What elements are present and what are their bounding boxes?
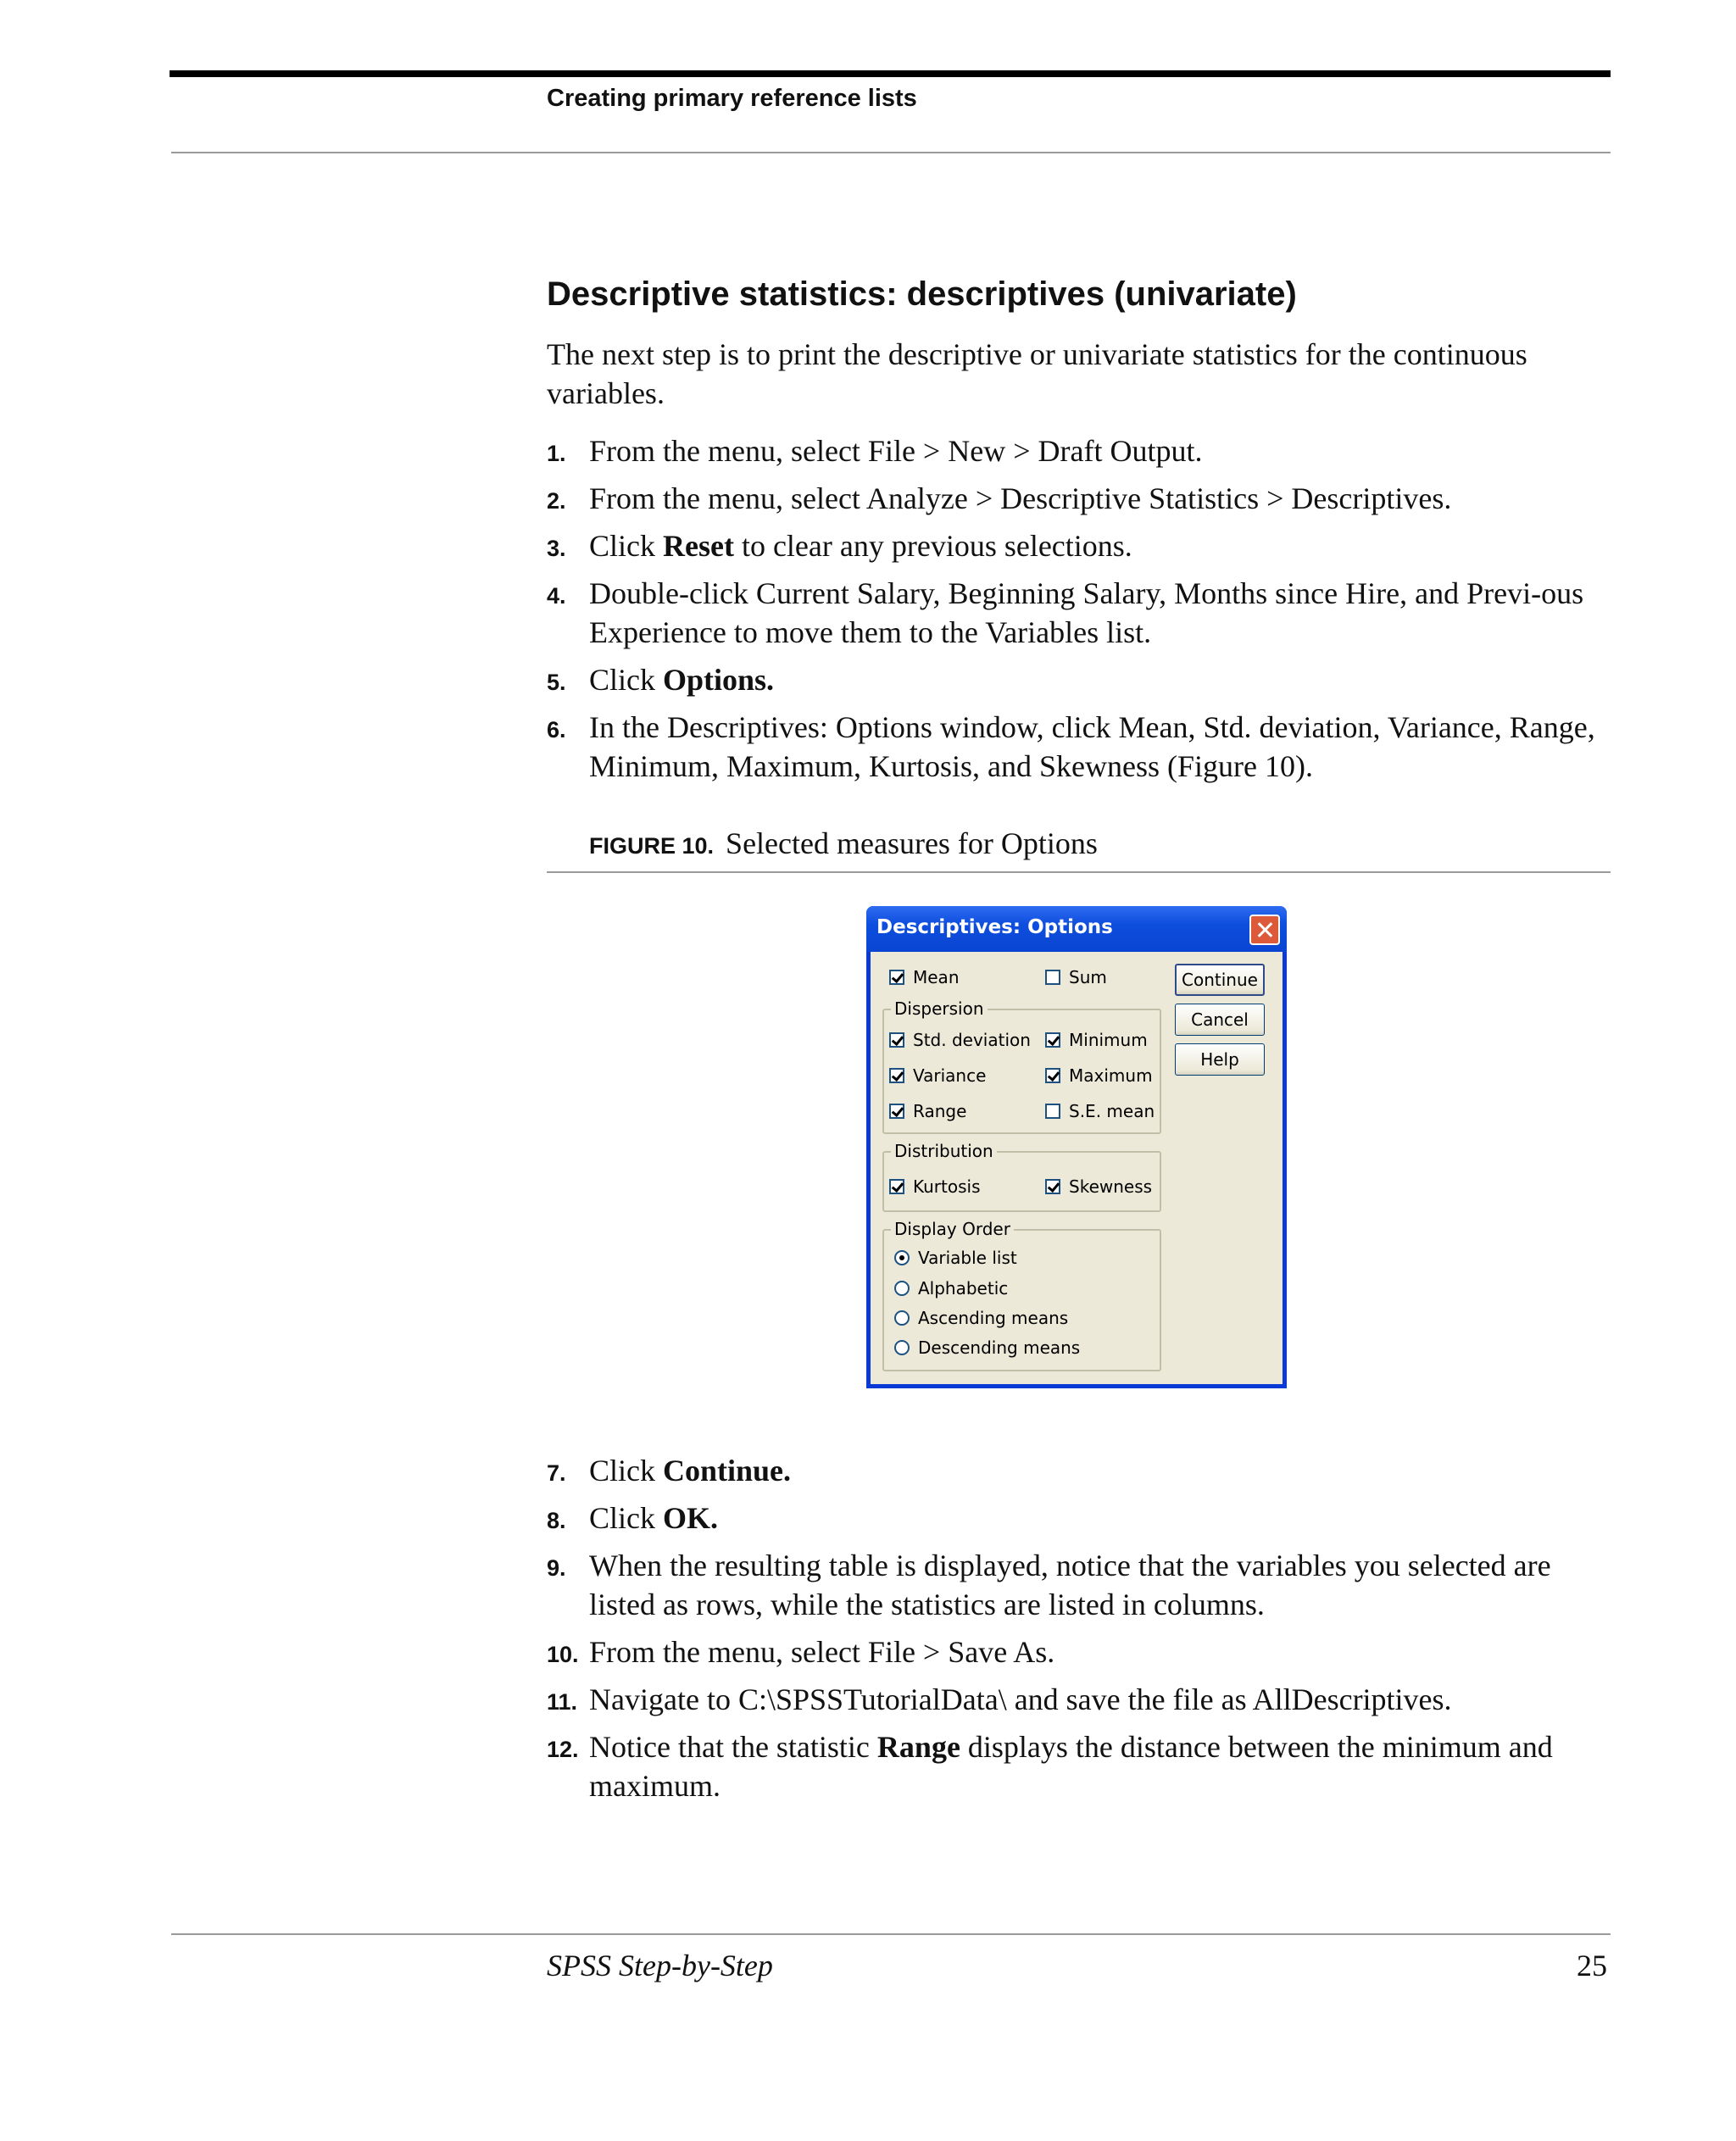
step-number: 3.	[547, 536, 566, 561]
distribution-group	[882, 1141, 1161, 1212]
sum-checkbox[interactable]	[1045, 967, 1107, 987]
step-text: Double-click Current Salary, Beginning Salary, Months since Hire, and Previ-ous Experience to move them to the Variables list.	[589, 576, 1584, 649]
range-label: Range	[913, 1101, 967, 1121]
step-item	[547, 1499, 1615, 1538]
checkbox-checked-icon	[889, 970, 904, 985]
se-mean-checkbox[interactable]	[1045, 1101, 1155, 1121]
checkbox-checked-icon	[1045, 1068, 1060, 1083]
step-item	[547, 1632, 1615, 1671]
variable-list-label: Variable list	[918, 1248, 1017, 1268]
help-button[interactable]: Help	[1175, 1043, 1265, 1076]
step-item	[547, 1546, 1615, 1624]
step-text: In the Descriptives: Options window, click Mean, Std. deviation, Variance, Range, Minimum, Maximum, Kurtosis, and Skewness (Figure 10).	[589, 710, 1595, 783]
steps-list-part1	[547, 431, 1615, 794]
top-rule	[170, 70, 1611, 77]
dialog-titlebar[interactable]	[866, 906, 1287, 952]
figure-caption-text: Selected measures for Options	[726, 826, 1098, 860]
kurtosis-checkbox[interactable]	[889, 1176, 981, 1197]
step-number: 12.	[547, 1737, 579, 1762]
dispersion-group	[882, 998, 1161, 1134]
step-item	[547, 479, 1615, 518]
maximum-checkbox[interactable]	[1045, 1065, 1153, 1086]
ascending-means-radio[interactable]	[894, 1308, 1068, 1328]
checkbox-unchecked-icon	[1045, 1104, 1060, 1119]
figure-rule	[547, 871, 1611, 873]
footer-rule	[171, 1933, 1611, 1935]
step-number: 1.	[547, 441, 566, 466]
step-number: 5.	[547, 670, 566, 695]
step-text: When the resulting table is displayed, notice that the variables you selected are listed as rows, while the statistics are listed in columns.	[589, 1549, 1551, 1621]
figure-label: FIGURE 10.	[589, 833, 715, 859]
step-number: 9.	[547, 1555, 566, 1581]
step-item	[547, 708, 1615, 786]
alphabetic-radio[interactable]	[894, 1278, 1008, 1299]
radio-unselected-icon	[894, 1281, 910, 1296]
step-number: 10.	[547, 1642, 579, 1667]
step-item	[547, 526, 1615, 565]
intro-paragraph: The next step is to print the descriptive or univariate statistics for the continuous variables.	[547, 337, 1527, 410]
se-mean-label: S.E. mean	[1069, 1101, 1155, 1121]
continue-button[interactable]: Continue	[1175, 964, 1265, 996]
descriptives-options-dialog	[866, 906, 1287, 1388]
checkbox-checked-icon	[1045, 1032, 1060, 1048]
step-text: From the menu, select File > New > Draft Output.	[589, 434, 1203, 468]
footer-title: SPSS Step-by-Step	[547, 1949, 773, 1983]
section-title: Descriptive statistics: descriptives (univariate)	[547, 275, 1297, 313]
distribution-group-label: Distribution	[891, 1141, 997, 1161]
step-number: 2.	[547, 488, 566, 514]
std-deviation-label: Std. deviation	[913, 1030, 1031, 1050]
ascending-means-label: Ascending means	[918, 1308, 1069, 1328]
checkbox-unchecked-icon	[1045, 970, 1060, 985]
step-item	[547, 1727, 1615, 1805]
step-text-tail: to clear any previous selections.	[733, 529, 1132, 563]
mean-label: Mean	[913, 967, 960, 987]
minimum-checkbox[interactable]	[1045, 1030, 1148, 1050]
radio-unselected-icon	[894, 1340, 910, 1355]
dialog-title: Descriptives: Options	[876, 916, 1113, 938]
skewness-checkbox[interactable]	[1045, 1176, 1152, 1197]
step-text-tail: displays the distance between the minimum and maximum.	[589, 1730, 1553, 1803]
minimum-label: Minimum	[1069, 1030, 1148, 1050]
step-text: Navigate to C:\SPSSTutorialData\ and save the file as AllDescriptives.	[589, 1682, 1452, 1716]
checkbox-checked-icon	[889, 1104, 904, 1119]
step-text: Notice that the statistic	[589, 1730, 877, 1764]
step-item	[547, 431, 1615, 470]
steps-list-part2	[547, 1451, 1615, 1814]
step-number: 6.	[547, 717, 566, 742]
dialog-client-area	[871, 952, 1283, 1384]
step-text: From the menu, select Analyze > Descriptive Statistics > Descriptives.	[589, 481, 1452, 515]
header-rule	[171, 152, 1611, 153]
running-header: Creating primary reference lists	[547, 85, 917, 112]
descending-means-label: Descending means	[918, 1337, 1081, 1358]
step-item	[547, 1680, 1615, 1719]
page-number: 25	[1577, 1949, 1607, 1983]
maximum-label: Maximum	[1069, 1065, 1153, 1086]
step-item	[547, 574, 1615, 652]
mean-checkbox[interactable]	[889, 967, 960, 987]
step-text: Click	[589, 1454, 663, 1488]
step-emphasis: Range	[876, 1730, 960, 1764]
figure-caption	[589, 826, 1098, 861]
radio-unselected-icon	[894, 1310, 910, 1326]
radio-selected-icon	[894, 1250, 910, 1265]
step-text: Click	[589, 1501, 663, 1535]
checkbox-checked-icon	[889, 1032, 904, 1048]
range-checkbox[interactable]	[889, 1101, 966, 1121]
display-order-group-label: Display Order	[891, 1219, 1014, 1239]
step-item	[547, 1451, 1615, 1490]
step-number: 8.	[547, 1508, 566, 1533]
step-emphasis: Continue.	[663, 1454, 792, 1488]
step-text: Click	[589, 529, 663, 563]
skewness-label: Skewness	[1069, 1176, 1153, 1197]
checkbox-checked-icon	[889, 1179, 904, 1194]
sum-label: Sum	[1069, 967, 1107, 987]
alphabetic-label: Alphabetic	[918, 1278, 1009, 1299]
kurtosis-label: Kurtosis	[913, 1176, 981, 1197]
std-deviation-checkbox[interactable]	[889, 1030, 1031, 1050]
step-emphasis: Reset	[663, 529, 734, 563]
display-order-group	[882, 1219, 1161, 1371]
step-emphasis: Options.	[663, 663, 775, 697]
step-number: 7.	[547, 1460, 566, 1486]
checkbox-checked-icon	[1045, 1179, 1060, 1194]
variance-label: Variance	[913, 1065, 987, 1086]
step-number: 4.	[547, 583, 566, 609]
checkbox-checked-icon	[889, 1068, 904, 1083]
variance-checkbox[interactable]	[889, 1065, 986, 1086]
step-number: 11.	[547, 1689, 578, 1715]
step-emphasis: OK.	[663, 1501, 719, 1535]
variable-list-radio[interactable]	[894, 1248, 1017, 1268]
step-item	[547, 660, 1615, 699]
cancel-button[interactable]: Cancel	[1175, 1004, 1265, 1036]
descending-means-radio[interactable]	[894, 1337, 1080, 1358]
step-text: From the menu, select File > Save As.	[589, 1635, 1055, 1669]
step-text: Click	[589, 663, 663, 697]
close-icon[interactable]	[1249, 915, 1280, 945]
dispersion-group-label: Dispersion	[891, 998, 988, 1019]
